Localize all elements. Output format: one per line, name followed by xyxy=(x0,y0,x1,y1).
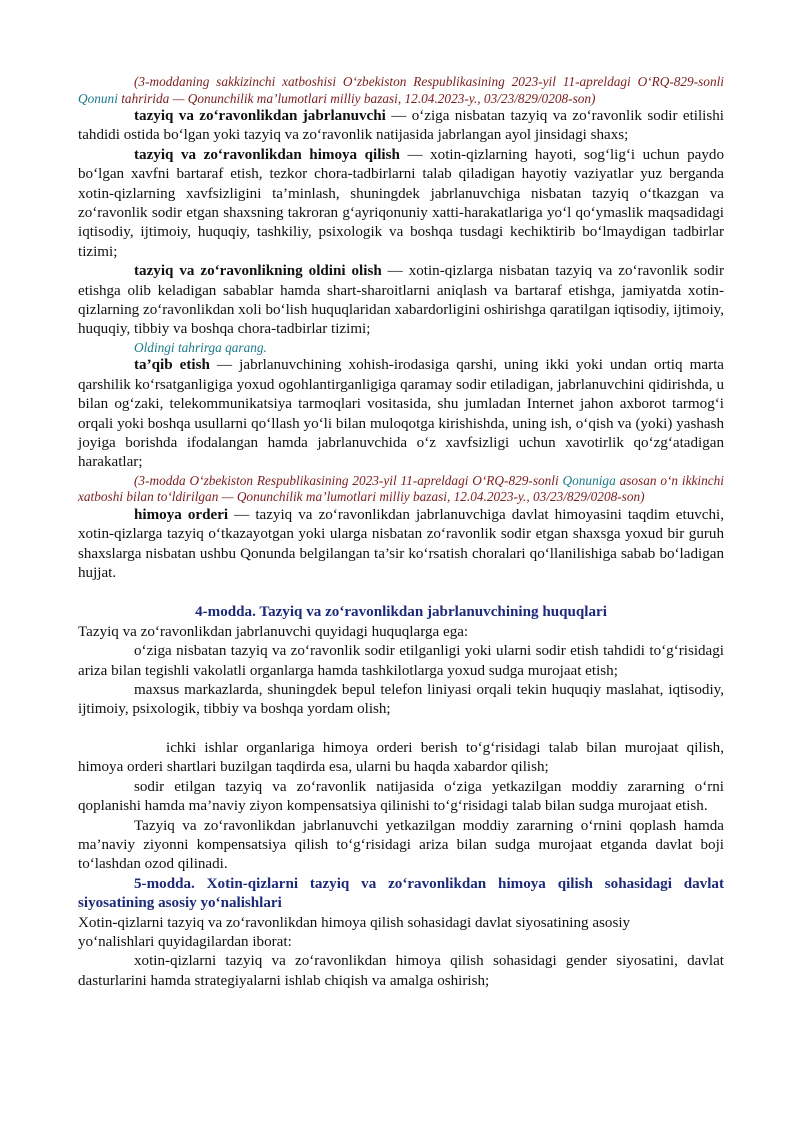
article-5-item: xotin-qizlarni tazyiq va zo‘ravonlikdan himoya qilish sohasidagi gender siyosatini, davlat dasturlarini hamda strategiyalarni ishlab chiqish va amalga oshirish; xyxy=(78,953,724,989)
article-4-item: maxsus markazlarda, shuningdek bepul telefon liniyasi orqali tekin huquqiy maslahat, iqtisodiy, ijtimoiy, psixologik, tibbiy va boshqa yordam olish; xyxy=(78,682,724,718)
definition-paragraph xyxy=(78,356,724,472)
note-text: (3-moddaning sakkizinchi xatboshisi O‘zbekiston Respublikasining 2023-yil 11-apreldagi O‘RQ-829-sonli xyxy=(134,74,724,89)
article-4-heading: 4-modda. Tazyiq va zo‘ravonlikdan jabrlanuvchining huquqlari xyxy=(195,604,607,621)
definition-term: tazyiq va zo‘ravonlikdan himoya qilish xyxy=(134,146,400,163)
blank-line xyxy=(78,720,724,739)
note-text: asosan o‘n ikkinchi xatboshi bilan to‘ldirilgan — Qonunchilik ma’lumotlari milliy bazasi, 12.04.2023-y., 03/23/829/0208-son) xyxy=(78,472,725,505)
article-5-heading: 5-modda. Xotin-qizlarni tazyiq va zo‘ravonlikdan himoya qilish sohasidagi davlat siyosatining asosiy yo‘nalishlari xyxy=(78,875,724,912)
definition-term: himoya orderi xyxy=(134,506,229,523)
amendment-note xyxy=(78,74,724,107)
article-5-intro-line: Xotin-qizlarni tazyiq va zo‘ravonlikdan himoya qilish sohasidagi davlat siyosatining asosiy xyxy=(78,914,631,931)
definition-term: tazyiq va zo‘ravonlikning oldini olish xyxy=(134,263,382,280)
article-4-item: ichki ishlar organlariga himoya orderi berish to‘g‘risidagi talab bilan murojaat qilish, himoya orderi shartlari buzilgan taqdirda esa, ularni bu haqda xabardor qilish; xyxy=(78,739,724,776)
article-4-item: sodir etilgan tazyiq va zo‘ravonlik natijasida o‘ziga yetkazilgan moddiy zararning o‘rni qoplanishi hamda ma’naviy ziyon kompensatsiya qilinishi to‘g‘risidagi talab bilan sudga murojaat etish. xyxy=(78,778,724,815)
previous-version-link[interactable]: Oldingi tahrirga qarang. xyxy=(134,339,267,355)
document-page xyxy=(78,74,724,991)
definition-paragraph xyxy=(78,506,724,584)
article-4-closing: Tazyiq va zo‘ravonlikdan jabrlanuvchi yetkazilgan moddiy zararning o‘rnini qoplash hamda ma’naviy ziyonni kompensatsiya qilish to‘g‘risidagi ariza bilan sudga murojaat etganda davlat boji to‘lashdan ozod qilinadi. xyxy=(78,817,724,873)
article-4-intro: Tazyiq va zo‘ravonlikdan jabrlanuvchi quyidagi huquqlarga ega: xyxy=(78,623,469,640)
article-5-intro-line: yo‘nalishlari quyidagilardan iborat: xyxy=(78,933,292,950)
definition-text: — o‘ziga nisbatan tazyiq va zo‘ravonlik sodir etilishi tahdidi ostida bo‘lgan yoki tazyiq va zo‘ravonlik natijasida jabrlangan ayol jinsidagi shaxs; xyxy=(78,108,724,144)
definition-paragraph xyxy=(78,262,724,340)
definition-text: — jabrlanuvchining xohish-irodasiga qarshi, uning ikki yoki undan ortiq marta qarshilik ko‘rsatganligiga yoxud ogohlantirganligiga qaramay sodir etiladigan, jabrlanuvchini qidirishda, u bilan og‘zaki, telekommunikatsiya tarmoqlari vositasida, shu jumladan Internet jahon axborot tarmog‘i orqali yoki boshqa usullarni qo‘llash yo‘li bilan muloqotga kirishishda, uning ish, o‘qish va (yoki) yashash joyiga borishda ifodalangan hamda jabrlanuvchida o‘z xavfsizligi uchun xavotirlik qo‘zg‘atadigan harakatlar; xyxy=(78,357,724,471)
note-text: tahririda — Qonunchilik ma’lumotlari milliy bazasi, 12.04.2023-y., 03/23/829/0208-son) xyxy=(117,90,596,106)
definition-term: ta’qib etish xyxy=(134,357,210,374)
article-5-intro xyxy=(78,914,724,953)
note-text: (3-modda O‘zbekiston Respublikasining 2023-yil 11-apreldagi O‘RQ-829-sonli xyxy=(134,472,563,488)
definition-term: tazyiq va zo‘ravonlikdan jabrlanuvchi xyxy=(134,108,386,124)
definition-paragraph xyxy=(78,146,724,262)
law-link[interactable]: Qonuniga xyxy=(562,472,616,488)
definition-text: — xotin-qizlarning hayoti, sog‘lig‘i uchun paydo bo‘lgan xavfni bartaraf etish, tezkor chora-tadbirlarni talab qiladigan hayotiy vaziyatlar yuz berganda xotin-qizlarning xavfsizligini ta’minlash, shuningdek jabrlanuvchiga nisbatan tazyiq o‘tkazgan va zo‘ravonlik sodir etgan shaxsning takroran g‘ayriqonuniy xatti-harakatlariga yo‘l qo‘ymaslik maqsadidagi iqtisodiy, ijtimoiy, huquqiy, tashkiliy, psixologik va boshqa tusdagi kechiktirib bo‘lmaydigan tadbirlar tizimi; xyxy=(78,146,725,260)
definition-paragraph xyxy=(78,107,724,146)
law-link[interactable]: Qonuni xyxy=(78,90,118,106)
definition-text: — xotin-qizlarga nisbatan tazyiq va zo‘ravonlik sodir etishga olib keladigan sabablar hamda shart-sharoitlarni aniqlash va bartaraf etishga, jamiyatda xotin-qizlarning zo‘ravonlikdan xoli bo‘lish huquqlaridan xabardorligini oshirishga qaratilgan iqtisodiy, ijtimoiy, huquqiy, tibbiy va boshqa chora-tadbirlar tizimi; xyxy=(78,263,724,338)
article-4-item: o‘ziga nisbatan tazyiq va zo‘ravonlik sodir etilganligi yoki ularni sodir etish tahdidi to‘g‘risidagi ariza bilan tegishli vakolatli organlarga hamda tashkilotlarga yoxud sudga murojaat etish; xyxy=(78,643,724,679)
definition-text: — tazyiq va zo‘ravonlikdan jabrlanuvchiga davlat himoyasini taqdim etuvchi, xotin-qizlarga tazyiq o‘tkazayotgan yoki ularga nisbatan zo‘ravonlik sodir etgan shaxsga yoxud bir guruh shaxslarga nisbatan ushbu Qonunda belgilangan ta’sir ko‘rsatish choralari qo‘llanilishiga sabab bo‘ladigan hujjat. xyxy=(78,506,724,582)
amendment-note xyxy=(78,473,724,506)
